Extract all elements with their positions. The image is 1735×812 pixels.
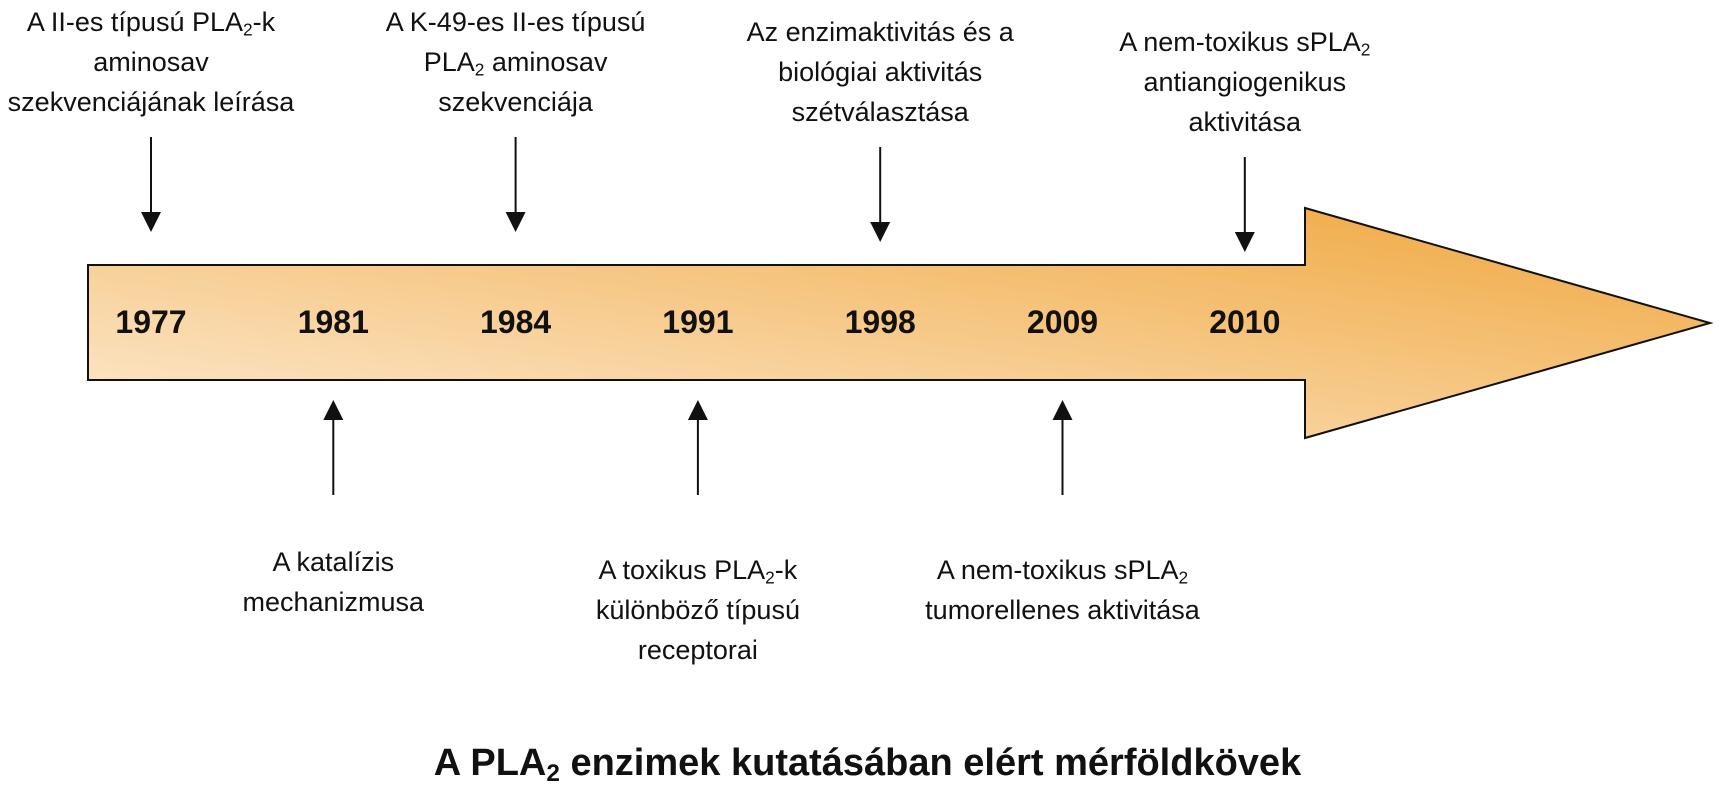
milestone-line — [715, 52, 1045, 92]
arrow-down-1977 — [141, 137, 161, 232]
milestone-text: A toxikus PLA — [598, 555, 766, 585]
milestone-line — [351, 42, 681, 82]
milestone-line — [1080, 102, 1410, 142]
milestone-line — [533, 550, 863, 590]
arrow-up-1981 — [323, 400, 343, 495]
milestone-line — [533, 630, 863, 670]
milestone-text: receptorai — [637, 635, 758, 665]
arrow-down-1998 — [870, 147, 890, 242]
milestone-line — [1080, 22, 1410, 62]
milestone-line — [533, 590, 863, 630]
milestone-line — [898, 550, 1228, 590]
milestone-text: A II-es típusú PLA — [26, 7, 243, 37]
milestone-text: -k — [252, 7, 276, 37]
subscript: 2 — [474, 59, 485, 80]
milestone-label-2009 — [898, 550, 1228, 630]
milestone-label-1991 — [533, 550, 863, 670]
arrow-up-1991 — [688, 400, 708, 495]
arrow-up-2009 — [1053, 400, 1073, 495]
milestone-line — [898, 590, 1228, 630]
milestone-text: különböző típusú — [595, 595, 800, 625]
milestone-text: mechanizmusa — [242, 587, 425, 617]
milestone-line — [715, 12, 1045, 52]
year-label-1977: 1977 — [115, 304, 187, 340]
title-subscript: 2 — [546, 760, 560, 788]
milestone-line — [168, 582, 498, 622]
milestone-label-1998 — [715, 12, 1045, 132]
milestone-line — [0, 42, 316, 82]
year-label-1984: 1984 — [480, 304, 552, 340]
milestone-line — [1080, 62, 1410, 102]
milestone-text: -k — [774, 555, 798, 585]
subscript: 2 — [765, 567, 775, 588]
milestone-text: szétválasztása — [791, 97, 969, 127]
year-label-2009: 2009 — [1026, 304, 1099, 340]
year-label-1998: 1998 — [844, 304, 916, 340]
subscript: 2 — [1178, 567, 1189, 588]
milestone-line — [0, 2, 316, 42]
milestone-line — [351, 82, 681, 122]
arrow-down-1984 — [506, 137, 526, 232]
year-label-1991: 1991 — [662, 304, 734, 340]
milestone-text: A katalízis — [272, 547, 395, 577]
year-label-1981: 1981 — [297, 304, 369, 340]
milestone-line — [351, 2, 681, 42]
year-label-2010: 2010 — [1209, 304, 1281, 340]
milestone-text: A K-49-es II-es típusú — [385, 7, 646, 37]
milestone-text: antiangiogenikus — [1143, 67, 1347, 97]
milestone-text: A nem-toxikus sPLA — [936, 555, 1179, 585]
milestone-text: biológiai aktivitás — [778, 57, 983, 87]
title-text-rest: enzimek kutatásában elért mérföldkövek — [559, 742, 1302, 784]
milestone-text: A nem-toxikus sPLA — [1119, 27, 1361, 57]
milestone-text: aminosav — [484, 47, 608, 77]
milestone-text: aktivitása — [1188, 107, 1302, 137]
arrow-down-2010 — [1235, 157, 1255, 252]
milestone-label-1984 — [351, 2, 681, 122]
milestone-text: PLA — [423, 47, 475, 77]
title-text: A PLA — [433, 742, 547, 784]
milestone-line — [715, 92, 1045, 132]
milestone-text: szekvenciájának leírása — [7, 87, 295, 117]
milestone-text: tumorellenes aktivitása — [925, 595, 1200, 625]
subscript: 2 — [243, 19, 253, 40]
subscript: 2 — [1360, 39, 1371, 60]
milestone-line — [168, 542, 498, 582]
milestone-label-2010 — [1080, 22, 1410, 142]
milestone-label-1981 — [168, 542, 498, 622]
milestone-label-1977 — [0, 2, 316, 122]
milestone-text: szekvenciája — [438, 87, 593, 117]
milestone-text: aminosav — [93, 47, 209, 77]
milestone-line — [0, 82, 316, 122]
diagram-title — [0, 742, 1735, 788]
milestone-text: Az enzimaktivitás és a — [746, 17, 1014, 47]
